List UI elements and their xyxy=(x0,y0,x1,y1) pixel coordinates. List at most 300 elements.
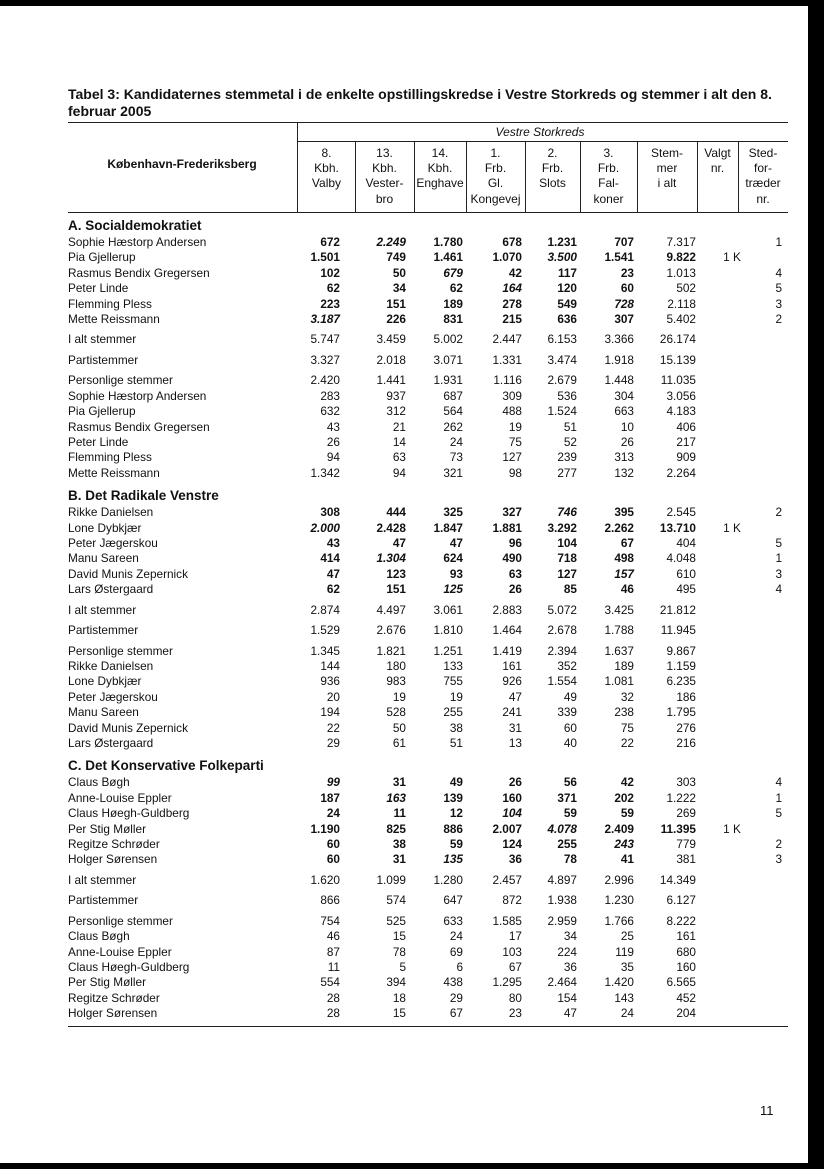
column-divider xyxy=(697,141,698,212)
cell-value: 28 xyxy=(326,1006,340,1021)
cell-value: 926 xyxy=(502,674,522,689)
cell-value: 94 xyxy=(392,465,406,480)
candidate-name: Lars Østergaard xyxy=(68,736,154,750)
cell-value: 255 xyxy=(557,837,577,851)
cell-value: 632 xyxy=(320,404,340,419)
cell-value: 395 xyxy=(614,505,634,520)
cell-value: 1.821 xyxy=(376,643,406,658)
cell-value: 103 xyxy=(502,944,522,959)
table-row xyxy=(68,806,788,821)
total-value: 1.222 xyxy=(666,790,696,805)
cell-value: 202 xyxy=(614,790,634,805)
stedfortraeder-value: 5 xyxy=(775,806,782,821)
candidate-name: Rasmus Bendix Gregersen xyxy=(68,265,210,280)
total-value: 909 xyxy=(676,450,696,465)
table-row xyxy=(68,991,788,1006)
cell-value: 636 xyxy=(557,312,577,326)
cell-value: 1.918 xyxy=(604,352,634,367)
valgt-value: 1 K xyxy=(723,520,741,535)
cell-value: 5.002 xyxy=(433,332,463,347)
cell-value: 352 xyxy=(557,659,577,673)
cell-value: 3.187 xyxy=(310,312,340,326)
cell-value: 1.230 xyxy=(604,893,634,908)
cell-value: 75 xyxy=(620,720,634,735)
cell-value: 34 xyxy=(392,281,406,296)
table-row xyxy=(68,690,788,705)
cell-value: 746 xyxy=(557,505,577,520)
cell-value: 277 xyxy=(557,465,577,480)
cell-value: 163 xyxy=(386,790,406,805)
stedfortraeder-value: 2 xyxy=(775,312,782,326)
stedfortraeder-value: 3 xyxy=(775,566,782,581)
candidate-name: Peter Linde xyxy=(68,281,129,296)
cell-value: 718 xyxy=(557,551,577,566)
cell-value: 1.585 xyxy=(492,913,522,928)
table-row xyxy=(68,674,788,689)
table-row xyxy=(68,791,788,806)
cell-value: 4.078 xyxy=(547,821,577,836)
cell-value: 28 xyxy=(326,990,340,1005)
cell-value: 47 xyxy=(563,1006,577,1021)
cell-value: 18 xyxy=(392,990,406,1005)
column-header-line: Stem- xyxy=(650,146,683,160)
cell-value: 38 xyxy=(392,837,406,851)
cell-value: 498 xyxy=(614,551,634,566)
cell-value: 243 xyxy=(614,837,634,851)
cell-value: 36 xyxy=(563,960,577,974)
total-value: 6.127 xyxy=(666,893,696,908)
table-row xyxy=(68,822,788,837)
cell-value: 87 xyxy=(326,944,340,959)
total-value: 276 xyxy=(676,720,696,735)
column-divider xyxy=(525,141,526,212)
candidate-name: Regitze Schrøder xyxy=(68,837,160,851)
cell-value: 6.153 xyxy=(547,332,577,347)
cell-value: 125 xyxy=(443,582,463,597)
cell-value: 43 xyxy=(326,536,340,550)
cell-value: 2.007 xyxy=(492,821,522,836)
cell-value: 62 xyxy=(449,281,463,296)
cell-value: 80 xyxy=(508,990,522,1005)
cell-value: 241 xyxy=(502,705,522,720)
cell-value: 490 xyxy=(502,551,522,566)
column-header-line: 2. xyxy=(547,146,558,160)
summary-row-personlige xyxy=(68,914,788,929)
column-header-line: i alt xyxy=(657,176,677,191)
cell-value: 78 xyxy=(563,852,577,867)
table-row xyxy=(68,466,788,481)
cell-value: 31 xyxy=(508,720,522,735)
cell-value: 42 xyxy=(620,775,634,790)
cell-value: 1.295 xyxy=(492,975,522,990)
cell-value: 19 xyxy=(392,689,406,704)
cell-value: 46 xyxy=(326,929,340,944)
cell-value: 3.366 xyxy=(604,332,634,347)
candidate-name: Sophie Hæstorp Andersen xyxy=(68,235,207,249)
cell-value: 1.501 xyxy=(310,250,340,265)
cell-value: 187 xyxy=(320,790,340,805)
cell-value: 60 xyxy=(620,281,634,296)
group-label: Vestre Storkreds xyxy=(495,125,585,139)
total-value: 161 xyxy=(676,929,696,944)
total-value: 160 xyxy=(676,960,696,974)
section-heading: C. Det Konservative Folkeparti xyxy=(68,758,264,774)
cell-value: 1.554 xyxy=(547,674,577,689)
stedfortraeder-value: 4 xyxy=(775,582,782,597)
stedfortraeder-value: 2 xyxy=(775,837,782,851)
column-header-line: Frb. xyxy=(597,161,620,176)
cell-value: 755 xyxy=(443,674,463,689)
candidate-name: Manu Sareen xyxy=(68,551,139,566)
cell-value: 1.331 xyxy=(492,352,522,367)
cell-value: 22 xyxy=(326,720,340,735)
cell-value: 327 xyxy=(502,505,522,520)
cell-value: 15 xyxy=(392,929,406,944)
cell-value: 549 xyxy=(557,296,577,311)
cell-value: 321 xyxy=(443,465,463,480)
cell-value: 127 xyxy=(557,566,577,581)
column-header xyxy=(580,146,637,207)
summary-row-personlige xyxy=(68,644,788,659)
stedfortraeder-value: 5 xyxy=(775,281,782,296)
cell-value: 283 xyxy=(320,388,340,403)
table-row xyxy=(68,404,788,419)
stedfortraeder-value: 4 xyxy=(775,265,782,280)
cell-value: 5 xyxy=(399,960,406,974)
cell-value: 4.497 xyxy=(376,602,406,617)
cell-value: 1.070 xyxy=(492,250,522,265)
cell-value: 11 xyxy=(327,960,340,974)
cell-value: 143 xyxy=(614,990,634,1005)
cell-value: 26 xyxy=(620,435,634,449)
cell-value: 1.448 xyxy=(604,373,634,388)
cell-value: 6 xyxy=(456,960,463,974)
cell-value: 866 xyxy=(320,893,340,908)
table-row xyxy=(68,235,788,250)
cell-value: 151 xyxy=(386,296,406,311)
table-row xyxy=(68,837,788,852)
column-header xyxy=(637,146,697,192)
column-divider xyxy=(738,141,739,212)
cell-value: 59 xyxy=(563,806,577,821)
cell-value: 24 xyxy=(326,806,340,821)
total-value: 680 xyxy=(676,944,696,959)
cell-value: 78 xyxy=(392,944,406,959)
cell-value: 2.420 xyxy=(310,373,340,388)
cell-value: 51 xyxy=(449,736,463,750)
summary-label: Personlige stemmer xyxy=(68,913,173,928)
cell-value: 59 xyxy=(449,837,463,851)
cell-value: 189 xyxy=(443,296,463,311)
cell-value: 831 xyxy=(443,312,463,326)
cell-value: 1.304 xyxy=(376,551,406,566)
cell-value: 1.190 xyxy=(310,821,340,836)
stedfortraeder-value: 3 xyxy=(775,296,782,311)
column-header-line: Frb. xyxy=(484,161,507,176)
cell-value: 754 xyxy=(320,913,340,928)
cell-value: 574 xyxy=(386,893,406,908)
table-row xyxy=(68,852,788,867)
cell-value: 34 xyxy=(563,929,577,944)
candidate-name: Claus Bøgh xyxy=(68,929,130,944)
cell-value: 26 xyxy=(508,582,522,597)
total-value: 217 xyxy=(676,435,696,449)
cell-value: 2.018 xyxy=(376,352,406,367)
cell-value: 1.780 xyxy=(433,235,463,249)
cell-value: 127 xyxy=(502,450,522,465)
candidate-name: Rasmus Bendix Gregersen xyxy=(68,419,210,434)
cell-value: 10 xyxy=(620,419,634,434)
total-value: 1.159 xyxy=(666,659,696,673)
candidate-name: Pia Gjellerup xyxy=(68,250,136,265)
cell-value: 13 xyxy=(508,736,522,750)
candidate-name: Rikke Danielsen xyxy=(68,505,154,520)
cell-value: 983 xyxy=(386,674,406,689)
cell-value: 51 xyxy=(563,419,577,434)
cell-value: 1.251 xyxy=(433,643,463,658)
column-header-line: Gl. xyxy=(487,176,504,191)
total-value: 1.795 xyxy=(666,705,696,720)
cell-value: 47 xyxy=(508,689,522,704)
total-value: 610 xyxy=(676,566,696,581)
cell-value: 255 xyxy=(443,705,463,720)
cell-value: 728 xyxy=(614,296,634,311)
cell-value: 528 xyxy=(386,705,406,720)
cell-value: 1.938 xyxy=(547,893,577,908)
table-row xyxy=(68,945,788,960)
cell-value: 1.931 xyxy=(433,373,463,388)
cell-value: 23 xyxy=(508,1006,522,1021)
summary-label: I alt stemmer xyxy=(68,602,137,617)
summary-label: Personlige stemmer xyxy=(68,643,173,658)
candidate-name: Holger Sørensen xyxy=(68,852,158,867)
cell-value: 488 xyxy=(502,404,522,419)
cell-value: 102 xyxy=(320,265,340,280)
column-header-line: 14. xyxy=(431,146,449,160)
candidate-name: Anne-Louise Eppler xyxy=(68,790,172,805)
valgt-value: 1 K xyxy=(723,250,741,265)
total-value: 269 xyxy=(676,806,696,821)
cell-value: 707 xyxy=(614,235,634,249)
cell-value: 98 xyxy=(508,465,522,480)
column-header-line: Kbh. xyxy=(372,161,397,176)
cell-value: 132 xyxy=(614,465,634,480)
summary-row-i-alt xyxy=(68,603,788,618)
cell-value: 663 xyxy=(614,404,634,419)
cell-value: 394 xyxy=(386,975,406,990)
column-header-line: 1. xyxy=(490,146,501,160)
cell-value: 1.420 xyxy=(604,975,634,990)
cell-value: 444 xyxy=(386,505,406,520)
cell-value: 239 xyxy=(557,450,577,465)
cell-value: 679 xyxy=(443,265,463,280)
cell-value: 1.637 xyxy=(604,643,634,658)
column-divider xyxy=(466,141,467,212)
total-value: 502 xyxy=(676,281,696,296)
column-header-line: mer xyxy=(656,161,678,176)
cell-value: 96 xyxy=(508,536,522,550)
cell-value: 23 xyxy=(620,265,634,280)
cell-value: 304 xyxy=(614,388,634,403)
cell-value: 120 xyxy=(557,281,577,296)
cell-value: 180 xyxy=(386,659,406,673)
table-row xyxy=(68,450,788,465)
cell-value: 144 xyxy=(320,659,340,673)
summary-label: Partistemmer xyxy=(68,893,139,908)
column-header xyxy=(355,146,414,207)
cell-value: 215 xyxy=(502,312,522,326)
cell-value: 1.529 xyxy=(310,623,340,638)
cell-value: 226 xyxy=(386,312,406,326)
stedfortraeder-value: 2 xyxy=(775,505,782,520)
header-rule-top xyxy=(68,122,788,123)
cell-value: 1.464 xyxy=(492,623,522,638)
cell-value: 5.747 xyxy=(310,332,340,347)
summary-label: I alt stemmer xyxy=(68,332,137,347)
table-row xyxy=(68,420,788,435)
cell-value: 2.409 xyxy=(604,821,634,836)
cell-value: 161 xyxy=(502,659,522,673)
table-row xyxy=(68,705,788,720)
cell-value: 262 xyxy=(443,419,463,434)
candidate-name: Manu Sareen xyxy=(68,705,139,720)
candidate-name: Sophie Hæstorp Andersen xyxy=(68,388,207,403)
total-value: 2.264 xyxy=(666,465,696,480)
cell-value: 2.447 xyxy=(492,332,522,347)
cell-value: 62 xyxy=(326,582,340,597)
cell-value: 47 xyxy=(392,536,406,550)
stedfortraeder-value: 3 xyxy=(775,852,782,867)
cell-value: 60 xyxy=(326,837,340,851)
total-value: 406 xyxy=(676,419,696,434)
summary-label: Partistemmer xyxy=(68,352,139,367)
cell-value: 50 xyxy=(392,265,406,280)
cell-value: 3.071 xyxy=(433,352,463,367)
cell-value: 2.676 xyxy=(376,623,406,638)
cell-value: 1.441 xyxy=(376,373,406,388)
cell-value: 1.419 xyxy=(492,643,522,658)
column-header-line: 3. xyxy=(603,146,614,160)
cell-value: 25 xyxy=(620,929,634,944)
column-divider xyxy=(637,141,638,212)
cell-value: 94 xyxy=(326,450,340,465)
cell-value: 22 xyxy=(620,736,634,750)
cell-value: 62 xyxy=(326,281,340,296)
total-value: 9.822 xyxy=(666,250,696,265)
cell-value: 73 xyxy=(449,450,463,465)
column-header-line: træder xyxy=(745,176,781,191)
cell-value: 3.459 xyxy=(376,332,406,347)
column-header xyxy=(525,146,580,192)
cell-value: 194 xyxy=(320,705,340,720)
total-value: 1.013 xyxy=(666,265,696,280)
column-header xyxy=(414,146,466,192)
table-row xyxy=(68,721,788,736)
cell-value: 49 xyxy=(563,689,577,704)
column-header-line: Frb. xyxy=(541,161,564,176)
cell-value: 3.425 xyxy=(604,602,634,617)
cell-value: 119 xyxy=(615,944,634,959)
candidate-name: Flemming Pless xyxy=(68,296,152,311)
total-value: 404 xyxy=(676,536,696,550)
stedfortraeder-value: 4 xyxy=(775,775,782,790)
header-rule-group xyxy=(298,141,788,142)
cell-value: 2.394 xyxy=(547,643,577,658)
cell-value: 554 xyxy=(320,975,340,990)
cell-value: 31 xyxy=(392,775,406,790)
cell-value: 67 xyxy=(449,1006,463,1021)
total-value: 452 xyxy=(676,990,696,1005)
cell-value: 60 xyxy=(563,720,577,735)
total-value: 15.139 xyxy=(659,352,696,367)
cell-value: 564 xyxy=(443,404,463,419)
cell-value: 43 xyxy=(326,419,340,434)
candidate-name: Mette Reissmann xyxy=(68,312,160,326)
cell-value: 151 xyxy=(386,582,406,597)
cell-value: 164 xyxy=(502,281,522,296)
cell-value: 825 xyxy=(386,821,406,836)
cell-value: 124 xyxy=(502,837,522,851)
cell-value: 2.249 xyxy=(376,235,406,249)
total-value: 6.565 xyxy=(666,975,696,990)
candidate-name: Holger Sørensen xyxy=(68,1006,158,1021)
scan-border-bottom xyxy=(0,1163,824,1169)
candidate-name: Claus Høegh-Guldberg xyxy=(68,806,190,821)
cell-value: 46 xyxy=(620,582,634,597)
table-row xyxy=(68,582,788,597)
cell-value: 371 xyxy=(557,790,577,805)
column-header-line: Kbh. xyxy=(427,161,453,176)
cell-value: 525 xyxy=(386,913,406,928)
summary-row-i-alt xyxy=(68,332,788,347)
cell-value: 49 xyxy=(449,775,463,790)
cell-value: 1.461 xyxy=(433,250,463,265)
cell-value: 3.061 xyxy=(433,602,463,617)
candidate-name: Lone Dybkjær xyxy=(68,520,142,535)
stedfortraeder-value: 1 xyxy=(775,790,782,805)
table-row xyxy=(68,975,788,990)
cell-value: 117 xyxy=(557,265,577,280)
cell-value: 63 xyxy=(508,566,522,581)
total-value: 381 xyxy=(676,852,696,867)
table-row xyxy=(68,250,788,265)
summary-row-i-alt xyxy=(68,873,788,888)
cell-value: 3.327 xyxy=(310,352,340,367)
cell-value: 29 xyxy=(326,736,340,750)
cell-value: 15 xyxy=(392,1006,406,1021)
cell-value: 309 xyxy=(502,388,522,403)
cell-value: 69 xyxy=(449,944,463,959)
total-value: 8.222 xyxy=(666,913,696,928)
cell-value: 157 xyxy=(614,566,634,581)
cell-value: 2.428 xyxy=(376,520,406,535)
cell-value: 24 xyxy=(620,1006,634,1021)
cell-value: 339 xyxy=(557,705,577,720)
column-header-line: Slots xyxy=(539,176,566,191)
total-value: 26.174 xyxy=(659,332,696,347)
total-value: 779 xyxy=(676,837,696,851)
section-heading-row xyxy=(68,218,788,236)
table-row xyxy=(68,1006,788,1021)
cell-value: 42 xyxy=(508,265,522,280)
cell-value: 2.678 xyxy=(547,623,577,638)
section-heading-row xyxy=(68,758,788,776)
column-header-line: Sted- xyxy=(748,146,778,160)
cell-value: 414 xyxy=(320,551,340,566)
cell-value: 2.996 xyxy=(604,872,634,887)
cell-value: 35 xyxy=(620,960,634,974)
cell-value: 2.679 xyxy=(547,373,577,388)
